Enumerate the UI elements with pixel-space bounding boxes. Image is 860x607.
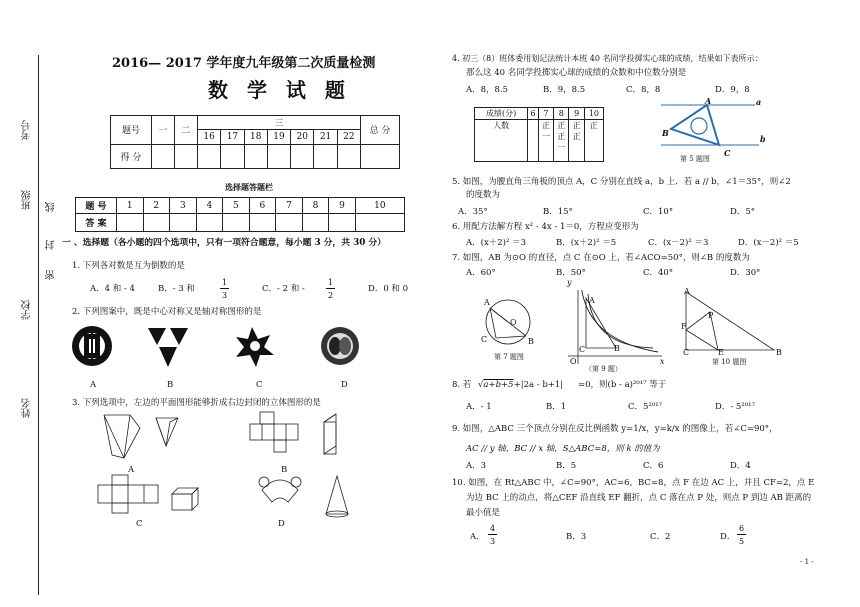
frac-bar: [220, 288, 229, 289]
q5-stem2: 的度数为: [466, 190, 501, 200]
answer-col-1: 1: [117, 198, 144, 214]
q5-b: B．15°: [543, 207, 573, 217]
q5-d: D．5°: [730, 207, 755, 217]
q10-a: A．: [470, 532, 485, 542]
answer-col-6: 6: [249, 198, 276, 214]
answer-caption: 选择题答题栏: [225, 182, 273, 192]
answer-table: [75, 197, 405, 232]
answer-col-3: 3: [170, 198, 197, 214]
q4-table-header: 10: [584, 108, 603, 120]
q9-fig-C: C: [579, 345, 586, 354]
q10-stem: 10. 如图，在 Rt△ABC 中，∠C=90°，AC=6，BC=8，点 F 在边 AC 上，并且 CF=2，点 E: [452, 478, 815, 488]
q7-fig-O: O: [510, 318, 517, 327]
q4-tally: 正: [557, 132, 566, 141]
answer-cell[interactable]: [276, 214, 303, 232]
q2-label-b: B: [167, 380, 174, 390]
q1-c-num: 1: [328, 278, 334, 287]
q7-fig-caption: 第 7 题图: [494, 353, 524, 361]
score-defen: 得 分: [111, 144, 152, 168]
q4-tally: 正: [589, 121, 598, 130]
q8-expr: √a+b+5+|2a - b+1|: [478, 380, 564, 390]
q7-stem: 7. 如图，AB 为⊙O 的直径，点 C 在⊙O 上，若∠ACO=50°，则∠B 的度数为: [452, 253, 750, 263]
q5-fig-b: b: [760, 134, 766, 144]
exam-subtitle: 数 学 试 题: [208, 78, 351, 102]
q7-fig-C: C: [481, 335, 488, 344]
score-col-21: 21: [314, 130, 337, 144]
exam-title: 2016— 2017 学年度九年级第二次质量检测: [112, 56, 376, 71]
q7-fig-B: B: [528, 337, 534, 346]
side-feng: 封: [46, 240, 57, 250]
score-col-20: 20: [291, 130, 314, 144]
q8-a: A．- 1: [466, 402, 492, 412]
q10-c: C．2: [650, 532, 671, 542]
q10-stem2: 为边 BC 上的动点，将△CEF 沿直线 EF 翻折，点 C 落在点 P 处，则点 P 到边 AB 距离的: [466, 493, 812, 503]
answer-cell[interactable]: [170, 214, 197, 232]
q3-label-b: B: [281, 465, 288, 475]
q1-a: A．4 和 - 4: [90, 284, 135, 294]
logo-triangles-icon: [148, 328, 188, 367]
q10-fig-B: B: [776, 348, 782, 357]
side-xingming: 姓名: [22, 398, 33, 418]
answer-cell[interactable]: [355, 214, 404, 232]
q7-a: A．60°: [466, 268, 496, 278]
q5-fig-a: a: [756, 97, 762, 107]
q10-a-den: 3: [490, 537, 496, 546]
q4-tally: 正: [572, 132, 581, 141]
logo-bank-icon: [72, 326, 112, 366]
score-col-18: 18: [244, 130, 267, 144]
score-tihao: 题号: [111, 116, 152, 145]
q5-stem: 5. 如图，为腰直角三角板的顶点 A，C 分别在直线 a，b 上．若 a // b，∠1＝35°，则∠2: [452, 177, 791, 187]
side-kaohao: 考号: [22, 120, 33, 140]
q10-fig-F: F: [681, 322, 687, 331]
q8-d: D．- 5²⁰¹⁷: [715, 402, 755, 412]
answer-cell[interactable]: [329, 214, 356, 232]
answer-cell[interactable]: [196, 214, 223, 232]
q8-b: B．1: [546, 402, 567, 412]
q2-label-c: C: [256, 380, 263, 390]
answer-col-5: 5: [223, 198, 250, 214]
q9-fig-caption: （第 9 题）: [585, 365, 622, 373]
q2-figures: [70, 325, 370, 371]
q9-stem: 9. 如图，△ABC 三个顶点分别在反比例函数 y=1/x，y=k/x 的图像上，若∠C=90°，: [452, 424, 778, 434]
q4-tally: 正: [541, 121, 550, 130]
q9-fig-O: O: [570, 357, 577, 366]
q4-tally: 人数: [493, 121, 510, 130]
q6-d: D．(x－2)² ＝5: [738, 238, 799, 248]
q10-fig-A: A: [684, 287, 690, 296]
score-table: [110, 115, 400, 169]
q4-c: C．8，8: [626, 85, 661, 95]
q1-d: D．0 和 0: [368, 284, 409, 294]
answer-cell[interactable]: [117, 214, 144, 232]
q10-d-num: 6: [739, 524, 745, 533]
page-number: - 1 -: [800, 558, 814, 566]
q4-tally: 正: [572, 121, 581, 130]
binding-line: [38, 55, 39, 595]
answer-col-4: 4: [196, 198, 223, 214]
q3-label-c: C: [136, 519, 143, 529]
side-mi: 密: [46, 270, 57, 280]
q5-fig-A: A: [705, 96, 712, 106]
q5-a: A．35°: [458, 207, 488, 217]
q10-d: D．: [720, 532, 736, 542]
frac-bar: [488, 534, 497, 535]
q10-fig-caption: 第 10 题图: [712, 358, 747, 366]
q6-a: A．(x＋2)² ＝3: [466, 238, 526, 248]
side-xian: 线: [46, 202, 57, 212]
q1-b: B．- 3 和: [158, 284, 195, 294]
score-yi: 一: [152, 116, 175, 145]
q9-fig-B: B: [614, 344, 620, 353]
score-col-19: 19: [267, 130, 290, 144]
q7-c: C．40°: [643, 268, 674, 278]
logo-rings-icon: [321, 327, 359, 365]
q4-b: B．9，8.5: [543, 85, 586, 95]
q8-tail: =0，则(b - a)²⁰¹⁷ 等于: [578, 380, 667, 390]
q3-label-a: A: [128, 465, 135, 475]
q8-c: C．5²⁰¹⁷: [628, 402, 663, 412]
q4-table-header: 6: [528, 108, 538, 120]
q3-label-d: D: [278, 519, 285, 529]
q4-table-cell: [569, 120, 584, 162]
q4-tally: 一: [541, 132, 550, 141]
q6-c: C．(x－2)² ＝3: [648, 238, 709, 248]
score-zongfen: 总 分: [361, 116, 400, 145]
score-col-17: 17: [221, 130, 244, 144]
logo-star-icon: [236, 327, 274, 367]
q1-c: C．- 2 和 -: [262, 284, 305, 294]
answer-cell[interactable]: [302, 214, 329, 232]
q4-table-cell: [475, 120, 528, 162]
q4-table-cell: [528, 120, 538, 162]
score-san: 三: [198, 116, 361, 130]
answer-tihao: 题 号: [76, 198, 117, 214]
q10-fig-E: E: [718, 348, 724, 357]
section-1-header: 一 、选择题（各小题的四个选项中，只有一项符合题意，每小题 3 分，共 30 分）: [62, 238, 386, 248]
q5-fig-caption: 第 5 题图: [680, 155, 710, 163]
answer-daan: 答 案: [76, 214, 117, 232]
q9-fig-y: y: [567, 278, 572, 287]
q1-stem: 1. 下列各对数是互为倒数的是: [72, 261, 185, 271]
q5-fig-C: C: [724, 148, 731, 158]
answer-col-7: 7: [276, 198, 303, 214]
frac-bar: [737, 534, 746, 535]
q4-tally: 一: [557, 143, 566, 152]
q7-fig-A: A: [484, 298, 490, 307]
q1-b-den: 3: [222, 291, 228, 300]
q7-b: B．50°: [556, 268, 586, 278]
q2-label-a: A: [90, 380, 97, 390]
answer-col-2: 2: [143, 198, 170, 214]
answer-col-10: 10: [355, 198, 404, 214]
q7-d: D．30°: [730, 268, 761, 278]
q9-b: B．5: [556, 461, 577, 471]
q4-d: D．9，8: [715, 85, 750, 95]
answer-col-9: 9: [329, 198, 356, 214]
q10-fig-C: C: [683, 348, 690, 357]
q1-c-den: 2: [328, 291, 334, 300]
q4-table-cell: [584, 120, 603, 162]
q4-table-header: 8: [554, 108, 569, 120]
q1-b-num: 1: [222, 278, 228, 287]
q8-stem: 8. 若: [452, 380, 472, 390]
score-col-22: 22: [337, 130, 360, 144]
q4-table-header: 成绩(分): [475, 108, 528, 120]
q10-d-den: 5: [739, 537, 745, 546]
q5-fig-B: B: [662, 128, 669, 138]
q4-a: A．8，8.5: [466, 85, 509, 95]
q10-stem3: 最小值是: [466, 508, 501, 518]
score-er: 二: [175, 116, 198, 145]
answer-cell[interactable]: [223, 214, 250, 232]
q10-a-num: 4: [490, 524, 496, 533]
q4-stem2: 那么这 40 名同学投掷实心球的成绩的众数和中位数分别是: [466, 68, 687, 78]
q4-stem: 4. 初三（8）班体委用划记法统计本班 40 名同学投掷实心球的成绩，结果如下表所示：: [452, 54, 763, 63]
frac-bar: [326, 288, 335, 289]
q4-tally-table: [474, 107, 604, 162]
q4-table-header: 7: [538, 108, 553, 120]
q2-stem: 2. 下列图案中，既是中心对称又是轴对称图形的是: [72, 307, 262, 317]
answer-cell[interactable]: [249, 214, 276, 232]
side-banji: 班级: [22, 190, 33, 210]
q2-label-d: D: [341, 380, 348, 390]
q6-b: B．(x＋2)² ＝5: [556, 238, 617, 248]
side-xuexiao: 学校: [22, 300, 33, 320]
q4-table-header: 9: [569, 108, 584, 120]
q9-stem2: AC // y 轴，BC // x 轴，S△ABC=8，则 k 的值为: [466, 444, 660, 454]
q5-c: C．10°: [643, 207, 674, 217]
q4-tally: 正: [557, 121, 566, 130]
q9-a: A．3: [466, 461, 487, 471]
answer-col-8: 8: [302, 198, 329, 214]
q9-fig-A: A: [589, 296, 595, 305]
score-col-16: 16: [198, 130, 221, 144]
q10-b: B．3: [566, 532, 587, 542]
q9-c: C．6: [643, 461, 664, 471]
q4-table-cell: [538, 120, 553, 162]
answer-cell[interactable]: [143, 214, 170, 232]
q9-fig-x: x: [660, 357, 665, 366]
q9-d: D．4: [730, 461, 751, 471]
q10-fig-P: P: [708, 311, 714, 320]
q4-table-cell: [554, 120, 569, 162]
q6-stem: 6. 用配方法解方程 x² - 4x - 1＝0，方程应变形为: [452, 222, 639, 232]
q3-stem: 3. 下列选项中，左边的平面图形能够折成右边封闭的立体图形的是: [72, 398, 321, 408]
